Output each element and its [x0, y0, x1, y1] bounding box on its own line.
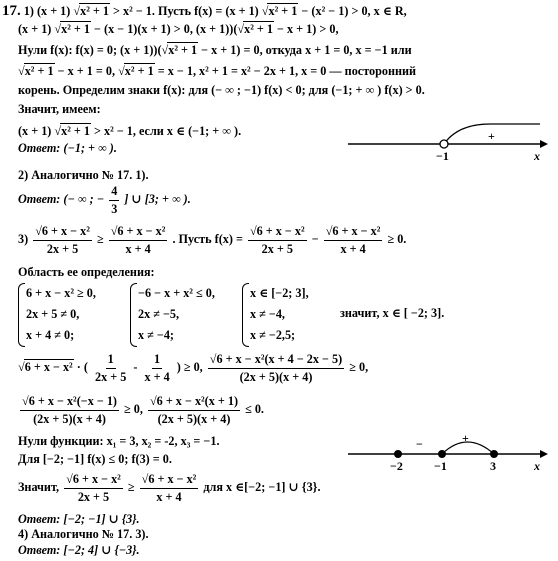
arrow-head [540, 450, 548, 458]
problem-line-6: Значит, имеем: [18, 102, 101, 116]
number-line-1 [340, 108, 550, 164]
answer-2: Ответ: (− ∞ ; − $\frac{4}{3}$ ] ∪ [3; + ∞ ). [18, 184, 191, 216]
zeros-line: Нули функции: x₁ = 3, x₂ = -2, x₃ = −1. [18, 434, 220, 448]
transform-line-2: $\frac{\text{√6 + x − x²(−x − 1)}}{(2x + 5)(x + 4)}$ ≥ 0, $\frac{\text{√6 + x − x²(x + 1)}}{(2x + 5)(x + 4)}$ ≤ 0. [22, 394, 264, 426]
transform-line-1: √6 + x − x² · ( $\frac{1}{2x + 5}$ - $\frac{1}{x + 4}$ ) ≥ 0, $\frac{\text{√6 + x − x²(x + 4 − 2x − 5)}}{(2x + 5)(x + 4)}$ ≥ 0, [18, 352, 369, 384]
problem-line-7: (x + 1) √x² + 1 > x² − 1, если x ∈ (−1; + ∞ ). [18, 124, 242, 138]
axis-x-label: x [534, 149, 540, 163]
closed-point [438, 450, 446, 458]
system-3: x ∈ [−2; 3], x ≠ −4, x ≠ −2,5; [242, 283, 309, 346]
number-line-2 [340, 426, 550, 476]
tick-label: 3 [490, 459, 496, 473]
problem-line-4: √x² + 1 − x + 1 = 0, √x² + 1 = x − 1, x² + 1 = x² − 2x + 1, x = 0 — посторонний [18, 64, 417, 78]
problem-number: 17. [2, 3, 21, 19]
tick-label: −1 [436, 149, 449, 163]
domain-result: значит, x ∈ [ −2; 3]. [340, 306, 445, 320]
plus-sign: + [462, 431, 469, 445]
closed-point [490, 450, 498, 458]
fraction: $\frac{4}{3}$ [111, 184, 118, 216]
open-point [440, 140, 448, 148]
closed-point [394, 450, 402, 458]
conclusion-line: Значит, $\frac{\text{√6 + x − x²}}{2x + 5}$ ≥ $\frac{\text{√6 + x − x²}}{x + 4}$ для x ∈[−2; −1] ∪ {3}. [18, 472, 321, 504]
tick-label: −2 [390, 459, 403, 473]
part-2-title: 2) Аналогично № 17. 1). [18, 168, 149, 182]
system-2: −6 − x + x² ≤ 0, 2x ≠ −5, x ≠ −4; [130, 283, 215, 346]
sign-line: Для [−2; −1] f(x) ≤ 0; f(3) = 0. [18, 452, 172, 466]
problem-line-2: (x + 1) √x² + 1 − (x − 1)(x + 1) > 0, (x + 1))(√x² + 1 − x + 1) > 0, [18, 22, 339, 36]
answer-3: Ответ: [−2; −1] ∪ {3}. [18, 512, 140, 526]
part-3-inequality: 3) $\frac{\text{√6 + x − x²}}{2x + 5}$ ≥ $\frac{\text{√6 + x − x²}}{x + 4}$ . Пусть f(x) = $\frac{\text{√6 + x − x²}}{2x + 5}$ − $\frac{\text{√6 + x − x²}}{x + 4}$ ≥ 0. [18, 224, 407, 256]
arrow-head [540, 140, 548, 148]
axis-x-label: x [534, 459, 540, 473]
plus-sign: + [488, 129, 495, 143]
problem-line-1: 17. 1) (x + 1) √x² + 1 > x² − 1. Пусть f(x) = (x + 1) √x² + 1 − (x² − 1) > 0, x ∈ R, [2, 3, 407, 19]
minus-sign: − [416, 437, 423, 451]
domain-heading: Область ее определения: [18, 265, 155, 279]
answer-4: Ответ: [−2; 4] ∪ {−3}. [18, 543, 140, 557]
problem-line-3: Нули f(x): f(x) = 0; (x + 1))(√x² + 1 − x + 1) = 0, откуда x + 1 = 0, x = −1 или [18, 43, 412, 57]
part-4-title: 4) Аналогично № 17. 3). [18, 527, 149, 541]
tick-label: −1 [434, 459, 447, 473]
problem-line-5: корень. Определим знаки f(x): для (− ∞ ; −1) f(x) < 0; для (−1; + ∞ ) f(x) > 0. [18, 83, 425, 97]
answer-1: Ответ: (−1; + ∞ ). [18, 141, 117, 155]
system-1: 6 + x − x² ≥ 0, 2x + 5 ≠ 0, x + 4 ≠ 0; [18, 283, 96, 346]
